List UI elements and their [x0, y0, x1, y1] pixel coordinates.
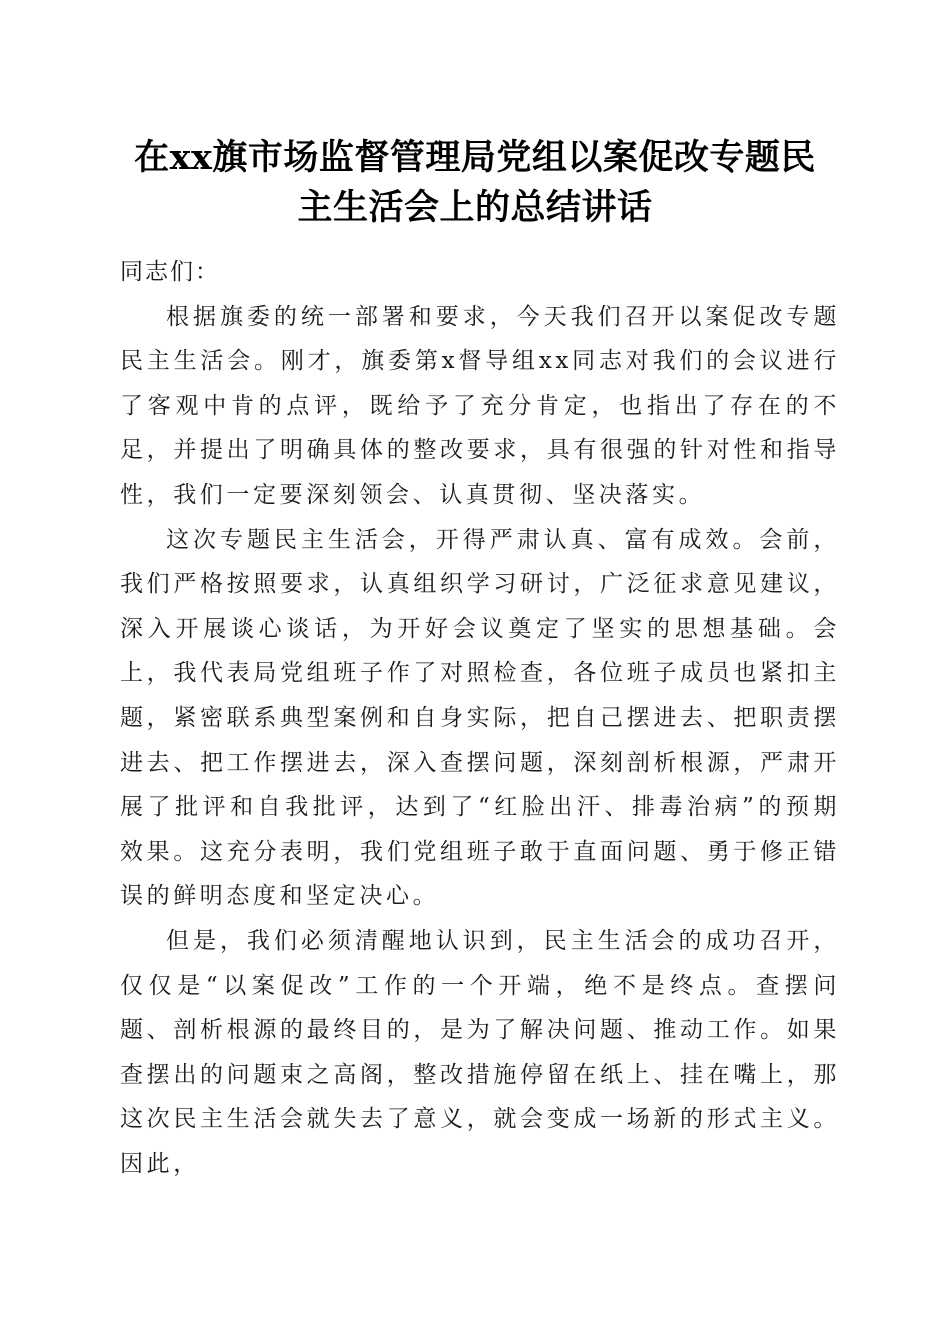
paragraph-1: 根据旗委的统一部署和要求，今天我们召开以案促改专题民主生活会。刚才，旗委第x督导组xx同志对我们的会议进行了客观中肯的点评，既给予了充分肯定，也指出了存在的不足，并提出了明确具体的整改要求，具有很强的针对性和指导性，我们一定要深刻领会、认真贯彻、坚决落实。: [120, 303, 840, 508]
document-title: [110, 133, 840, 233]
document-body: [120, 250, 840, 1186]
title-line-2: 主生活会上的总结讲话: [297, 187, 653, 228]
paragraph-3: 但是，我们必须清醒地认识到，民主生活会的成功召开，仅仅是“以案促改”工作的一个开端，绝不是终点。查摆问题、剖析根源的最终目的，是为了解决问题、推动工作。如果查摆出的问题束之高阁，整改措施停留在纸上、挂在嘴上，那这次民主生活会就失去了意义，就会变成一场新的形式主义。因此，: [120, 927, 840, 1177]
paragraph-2: 这次专题民主生活会，开得严肃认真、富有成效。会前，我们严格按照要求，认真组织学习研讨，广泛征求意见建议，深入开展谈心谈话，为开好会议奠定了坚实的思想基础。会上，我代表局党组班子作了对照检查，各位班子成员也紧扣主题，紧密联系典型案例和自身实际，把自己摆进去、把职责摆进去、把工作摆进去，深入查摆问题，深刻剖析根源，严肃开展了批评和自我批评，达到了“红脸出汗、排毒治病”的预期效果。这充分表明，我们党组班子敢于直面问题、勇于修正错误的鲜明态度和坚定决心。: [120, 526, 840, 910]
salutation: 同志们：: [120, 259, 220, 285]
title-line-1: 在xx旗市场监督管理局党组以案促改专题民: [134, 137, 816, 178]
